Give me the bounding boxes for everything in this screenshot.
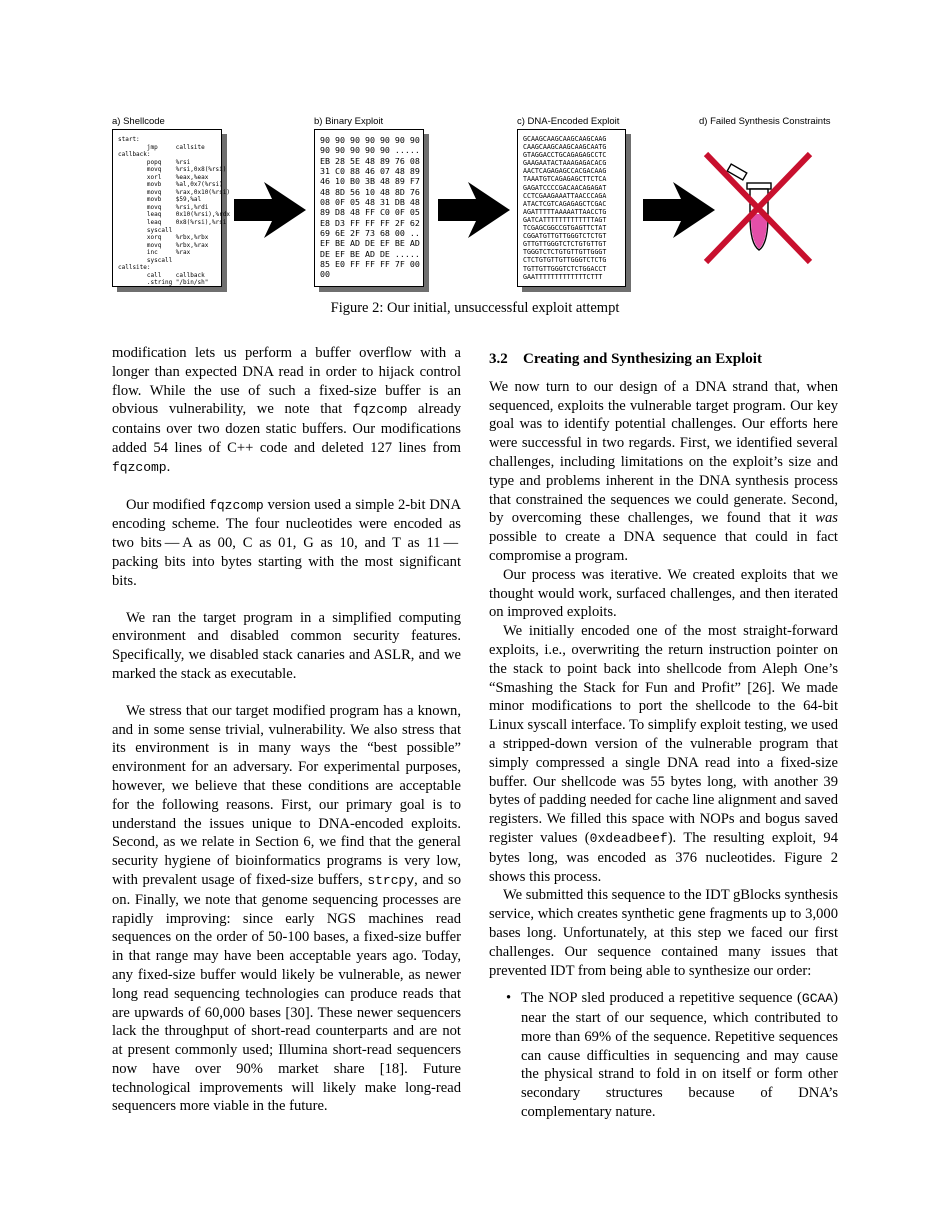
list-item: • The NOP sled produced a repetitive sequence (GCAA) near the start of our sequence, which contributed to more than 69% of the sequence. Repetitive sequences can cause difficulties in sequencing and may cause the physical strand to fold in on itself or form other secondary structures because of DNA’s complementary nature.	[521, 989, 838, 1122]
paragraph: We submitted this sequence to the IDT gBlocks synthesis service, which creates synthetic gene fragments up to 3,000 bases long. Unfortunately, at this step we faced our first challenges. Our sequence contained many issues that prevented IDT from being able to synthesize our order:	[489, 887, 838, 979]
left-column	[112, 344, 461, 1134]
inline-code: fqzcomp	[112, 459, 167, 475]
inline-code: GCAA	[801, 991, 834, 1007]
section-heading	[489, 350, 838, 369]
inline-code: fqzcomp	[352, 402, 408, 418]
emphasis: was	[815, 510, 838, 527]
paragraph: We now turn to our design of a DNA strand that, when sequenced, exploits the vulnerable target program. Our key goal was to identify potential challenges. Our efforts here were successful in two regards. First, we identified several challenges, including limitations on the exploit’s size and type and problems inherent in the DNA synthesis process that constrained the sequences we could generate. Second, by overcoming these challenges, we found that it was possible to create a DNA sequence that could in fact compromise a program.	[489, 378, 838, 564]
shellcode-listing: start: jmp callsite callback: popq %rsi movq %rsi,0x8(%rsi) xorl %eax,%eax movb %al,0x7(%rsi) movq %rax,0x10(%rsi) movb $59,%al movq %rsi,%rdi leaq 0x10(%rsi),%rdx leaq 0x8(%rsi),%rsi syscall xorq %rbx,%rbx movq %rbx,%rax inc %rax syscall callsite: call callback .string "/bin/sh"	[118, 136, 230, 287]
panel-a-label: a) Shellcode	[112, 116, 165, 127]
paragraph: We initially encoded one of the most straight-forward exploits, i.e., overwriting the return instruction pointer on the stack to point back into shellcode from Aleph One’s “Smashing the Stack for Fun and Profit” [26]. We made minor modifications to port the shellcode to the 64-bit Linux syscall interface. To simplify exploit testing, we used a stripped-down version of the vulnerable program that simply compressed a single DNA read into a fixed-size buffer. Our shellcode was 55 bytes long, with another 39 bytes of padding needed for cache line alignment and saved registers. We filled this space with NOPs and bogus saved register values (0xdeadbeef). The resulting exploit, 94 bytes long, was encoded as 376 nucleotides. Figure 2 shows this process.	[489, 623, 838, 885]
arrow-right-icon	[234, 182, 306, 238]
shellcode-box	[112, 129, 230, 287]
failed-synthesis-tube-icon	[699, 144, 817, 270]
paragraph: We ran the target program in a simplified computing environment and disabled common security features. Specifically, we disabled stack canaries and ASLR, and we marked the stack as executable.	[112, 609, 461, 682]
panel-b-label: b) Binary Exploit	[314, 116, 384, 127]
panel-d-label: d) Failed Synthesis Constraints	[699, 116, 831, 127]
inline-code: 0xdeadbeef	[589, 830, 668, 846]
figure-caption: Figure 2: Our initial, unsuccessful exploit attempt	[330, 300, 620, 316]
paragraph: We stress that our target modified program has a known, and in some sense trivial, vulnerability. We also stress that its environment is in many ways the “best possible” environment for an adversary. For experimental purposes, however, we believe that these conditions are acceptable for the following reasons. First, our primary goal is to understand the issues unique to DNA-encoded exploits. Second, as we relate in Section 6, we find that the general security hygiene of bioinformatics programs is very low, with prevalent usage of fixed-size buffers, strcpy, and so on. Finally, we note that genome sequencing processes are rapidly improving: since early NGS machines read sequences on the order of 50-100 bases, a fixed-size buffer in that range may have been acceptable years ago. Today, any fixed-size buffer would likely be vulnerable, as newer long read sequencing technologies can produce reads that are upwards of 60,000 bases [30]. These newer sequencers lack the throughput of short-read counterparts and are not at present commonly used; Illumina short-read sequencers now have over 90% market share [18]. Future technological improvements will likely make long-read sequencers more viable in the future.	[112, 702, 461, 1115]
bullet-list	[489, 989, 838, 1122]
binary-exploit-box	[314, 129, 424, 287]
paragraph: Our modified fqzcomp version used a simple 2-bit DNA encoding scheme. The four nucleotides were encoded as two bits — A as 00, C as 01, G as 10, and T as 11 — packing bits into bytes starting with the most significant bits.	[112, 496, 461, 589]
section-title: Creating and Synthesizing an Exploit	[523, 351, 762, 367]
dna-exploit-sequence: GCAAGCAAGCAAGCAAGCAAG CAAGCAAGCAAGCAAGCAATG GTAGGACCTGCAGAGAGCCTC GAAGAATACTAAAGAGACACG AACTCAGAGAGCCACGACAAG TAAATGTCAGAGAGCTTCTCA GAGATCCCCGACAACAGAGAT CCTCGAAGAAATTAACCCAGA ATACTCGTCAGAGAGCTCGAC AGATTTTTAAAAATTAACCTG GATCATTTTTTTTTTTTTAGT TCGAGCGGCCGTGAGTTCTAT CGGATGTTGTTGGGTCTCTGT GTTGTTGGGTCTCTGTGTTGT TGGGTCTCTGTGTTGTTGGGT CTCTGTGTTGTTGGGTCTCTG TGTTGTTGGGTCTCTGGACCT GAATTTTTTTTTTTTTCTTT	[523, 135, 607, 281]
inline-code: strcpy	[367, 872, 415, 888]
section-number: 3.2	[489, 351, 508, 367]
right-column	[489, 344, 838, 1122]
dna-exploit-box	[517, 129, 626, 287]
paragraph: modification lets us perform a buffer overflow with a longer than expected DNA read in order to hijack control flow. While the use of such a fixed-size buffer is an obvious vulnerability, we note that fqzcomp already contains over two dozen static buffers. Our modifications added 54 lines of C++ code and deleted 127 lines from fqzcomp.	[112, 345, 462, 475]
figure-2	[112, 116, 838, 312]
paragraph: Our process was iterative. We created exploits that we thought would work, surfaced challenges, and then iterated on improved exploits.	[489, 566, 838, 621]
inline-code: fqzcomp	[209, 497, 264, 513]
binary-exploit-hex: 90 90 90 90 90 90 90 90 90 90 90 90 ..... EB 28 5E 48 89 76 08 31 C0 88 46 07 48 89 46 10 B0 3B 48 89 F7 48 8D 56 10 48 8D 76 08 0F 05 48 31 DB 48 89 D8 48 FF C0 0F 05 E8 D3 FF FF FF 2F 62 69 6E 2F 73 68 00 .. EF BE AD DE EF BE AD DE EF BE AD DE ..... 85 E0 FF FF FF 7F 00 00	[320, 135, 420, 280]
arrow-right-icon	[438, 182, 510, 238]
panel-c-label: c) DNA-Encoded Exploit	[517, 116, 620, 127]
